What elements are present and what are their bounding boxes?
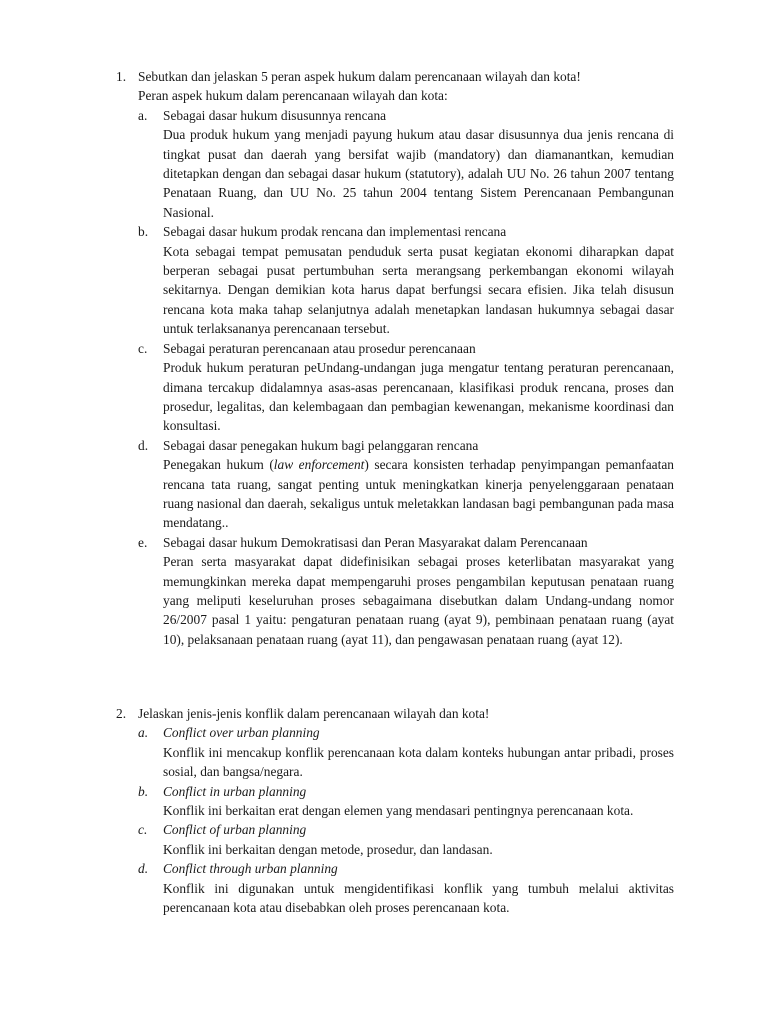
item-letter: d. — [138, 861, 149, 877]
list-item — [138, 723, 674, 781]
italic-term: law enforcement — [273, 457, 365, 473]
list-item — [138, 820, 674, 859]
question-body — [138, 704, 674, 917]
list-item — [138, 533, 674, 649]
body-text: ) secara konsisten terhadap penyimpangan pemanfaatan rencana tata ruang, sangat penting untuk meningkatkan kinerja penyelenggaraan penataan ruang nasional dan daerah, sekaligus untuk meletakkan landasan bagi pembangunan pada masa mendatang.. — [163, 457, 674, 531]
question-1 — [116, 67, 674, 649]
item-body: Peran serta masyarakat dapat didefinisikan sebagai proses keterlibatan masyarakat yang memungkinkan mereka dapat mempengaruhi proses pengambilan keputusan penataan ruang yang meliputi keseluruhan proses sebagaimana disebutkan dalam Undang-undang nomor 26/2007 pasal 1 yaitu: pengaturan penataan ruang (ayat 9), pembinaan penataan ruang (ayat 10), pelaksanaan penataan ruang (ayat 11), dan pengawasan penataan ruang (ayat 12). — [163, 554, 674, 647]
item-letter: e. — [138, 534, 148, 550]
item-letter: a. — [138, 725, 149, 741]
item-body: Konflik ini mencakup konflik perencanaan kota dalam konteks hubungan antar pribadi, proses sosial, dan bangsa/negara. — [163, 744, 674, 780]
item-title: Sebagai dasar penegakan hukum bagi pelanggaran rencana — [163, 437, 479, 453]
question-text: Jelaskan jenis-jenis konflik dalam perencanaan wilayah dan kota! — [138, 706, 490, 721]
question-text: Sebutkan dan jelaskan 5 peran aspek hukum dalam perencanaan wilayah dan kota! — [138, 69, 581, 84]
item-body: Produk hukum peraturan peUndang-undangan juga mengatur tentang peraturan perencanaan, dimana tercakup didalamnya asas-asas perencanaan, klasifikasi produk rencana, proses dan prosedur, legalitas, dan kelembagaan dan pembagian kewenangan, mekanisme koordinasi dan konsultasi. — [163, 360, 674, 434]
question-body — [138, 67, 674, 649]
item-title: Sebagai dasar hukum Demokratisasi dan Peran Masyarakat dalam Perencanaan — [163, 534, 588, 550]
list-item — [138, 859, 674, 917]
item-body: Kota sebagai tempat pemusatan penduduk serta pusat kegiatan ekonomi diharapkan dapat berperan sebagai pusat pertumbuhan serta merangsang perkembangan ekonomi wilayah sekitarnya. Dengan demikian kota harus dapat berfungsi secara efisien. Jika telah disusun rencana kota maka tahap selanjutnya adalah menetapkan landasan hukumnya sebagai dasar untuk terlaksananya perencanaan tersebut. — [163, 243, 674, 337]
item-letter: c. — [138, 340, 148, 356]
list-item — [138, 222, 674, 338]
item-title: Sebagai dasar hukum prodak rencana dan implementasi rencana — [163, 224, 507, 240]
item-body — [163, 455, 674, 533]
item-letter: b. — [138, 224, 149, 240]
item-letter: c. — [138, 822, 148, 838]
item-title: Conflict through urban planning — [163, 861, 338, 877]
question-number: 1. — [116, 69, 127, 84]
item-title: Conflict over urban planning — [163, 725, 320, 741]
item-letter: b. — [138, 783, 149, 799]
item-letter: a. — [138, 107, 148, 123]
list-item — [138, 436, 674, 533]
list-item — [138, 782, 674, 821]
item-body: Konflik ini berkaitan erat dengan elemen yang mendasari pentingnya perencanaan kota. — [163, 803, 634, 819]
item-title: Sebagai peraturan perencanaan atau prosedur perencanaan — [163, 340, 476, 356]
question-2 — [116, 704, 674, 917]
item-title: Conflict of urban planning — [163, 822, 307, 838]
item-body: Konflik ini digunakan untuk mengidentifikasi konflik yang tumbuh melalui aktivitas perencanaan kota atau disebabkan oleh proses perencanaan kota. — [163, 880, 674, 916]
list-item — [138, 339, 674, 436]
item-title: Sebagai dasar hukum disusunnya rencana — [163, 107, 387, 123]
question-intro: Peran aspek hukum dalam perencanaan wilayah dan kota: — [138, 88, 448, 104]
body-text: Penegakan hukum ( — [163, 457, 274, 473]
item-body: Konflik ini berkaitan dengan metode, prosedur, dan landasan. — [163, 841, 493, 857]
item-body: Dua produk hukum yang menjadi payung hukum atau dasar disusunnya dua jenis rencana di tingkat pusat dan daerah yang bersifat wajib (mandatory) dan diamanantkan, kemudian ditetapkan dengan dan sebagai dasar hukum (statutory), adalah UU No. 26 tahun 2007 tentang Penataan Ruang, dan UU No. 25 tahun 2004 tentang Sistem Perencanaan Pembangunan Nasional. — [163, 127, 674, 220]
question-number: 2. — [116, 706, 127, 721]
item-letter: d. — [138, 437, 149, 453]
item-title: Conflict in urban planning — [163, 783, 307, 799]
list-item — [138, 106, 674, 222]
